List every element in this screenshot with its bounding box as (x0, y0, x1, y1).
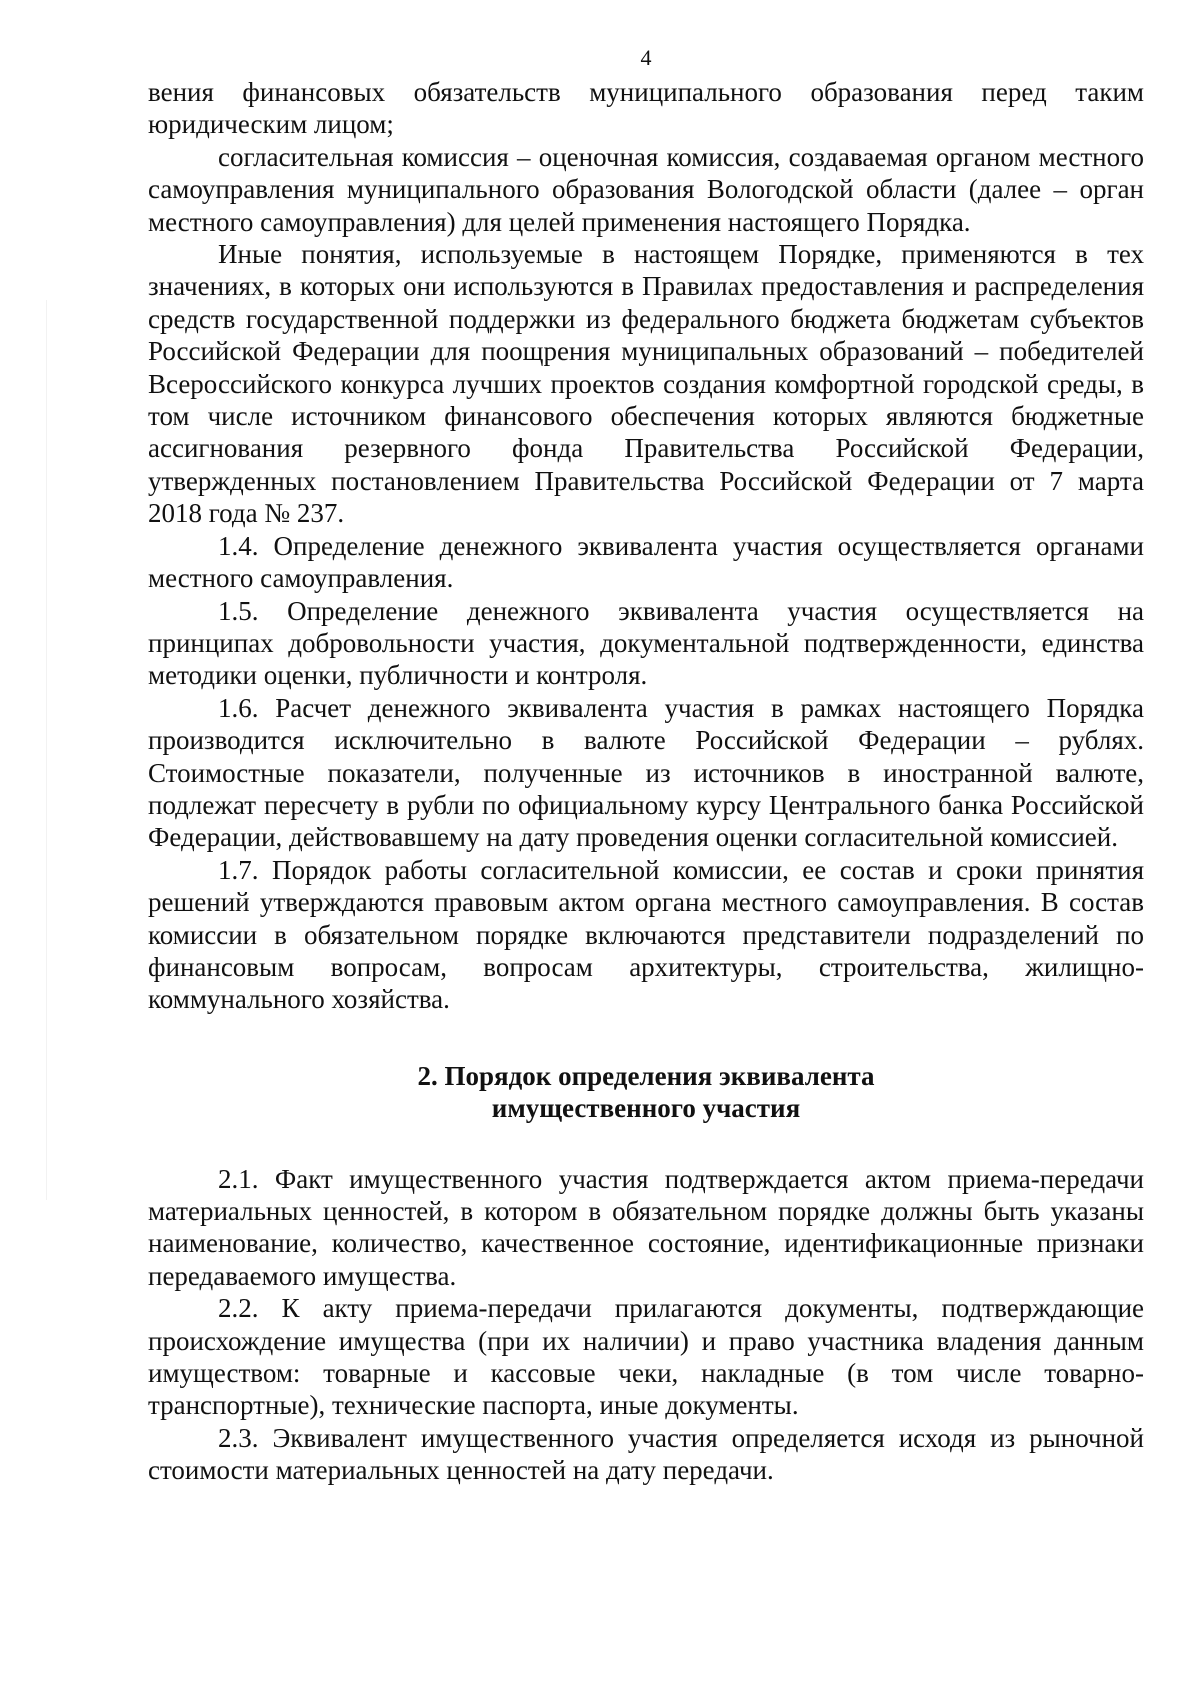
paragraph-1-6: 1.6. Расчет денежного эквивалента участия в рамках настоящего Порядка производится исключительно в валюте Российской Федерации – рублях. Стоимостные показатели, полученные из источников в иностранной валюте, подлежат пересчету в рубли по официальному курсу Центрального банка Российской Федерации, действовавшему на дату проведения оценки согласительной комиссией. (148, 692, 1144, 853)
paragraph-other-terms: Иные понятия, используемые в настоящем Порядке, применяются в тех значениях, в которых они используются в Правилах предоставления и распределения средств государственной поддержки из федерального бюджета бюджетам субъектов Российской Федерации для поощрения муниципальных образований – победителей Всероссийского конкурса лучших проектов создания комфортной городской среды, в том числе источником финансового обеспечения которых являются бюджетные ассигнования резервного фонда Правительства Российской Федерации, утвержденных постановлением Правительства Российской Федерации от 7 марта 2018 года № 237. (148, 239, 1144, 529)
paragraph-2-1: 2.1. Факт имущественного участия подтверждается актом приема-передачи материальных ценностей, в котором в обязательном порядке должны быть указаны наименование, количество, качественное состояние, идентификационные признаки передаваемого имущества. (148, 1163, 1144, 1291)
paragraph-commission-definition: согласительная комиссия – оценочная комиссия, создаваемая органом местного самоуправления муниципального образования Вологодской области (далее – орган местного самоуправления) для целей применения настоящего Порядка. (148, 141, 1144, 237)
section-2-title (148, 1060, 1144, 1125)
paragraph-2-2: 2.2. К акту приема-передачи прилагаются документы, подтверждающие происхождение имущества (при их наличии) и право участника владения данным имуществом: товарные и кассовые чеки, накладные (в том числе товарно-транспортные), технические паспорта, иные документы. (148, 1293, 1144, 1421)
document-page (148, 40, 1144, 1680)
paragraph-1-4: 1.4. Определение денежного эквивалента участия осуществляется органами местного самоуправления. (148, 530, 1144, 594)
section-2-title-line-2: имущественного участия (491, 1093, 801, 1124)
paragraph-1-7: 1.7. Порядок работы согласительной комиссии, ее состав и сроки принятия решений утверждаются правовым актом органа местного самоуправления. В состав комиссии в обязательном порядке включаются представители подразделений по финансовым вопросам, вопросам архитектуры, строительства, жилищно-коммунального хозяйства. (148, 854, 1144, 1015)
document-body (148, 76, 1144, 1487)
paragraph-2-3: 2.3. Эквивалент имущественного участия определяется исходя из рыночной стоимости материальных ценностей на дату передачи. (148, 1422, 1144, 1486)
section-2-title-line-1: 2. Порядок определения эквивалента (417, 1060, 875, 1091)
scan-margin-line (46, 300, 47, 1200)
paragraph-continuation: вения финансовых обязательств муниципального образования перед таким юридическим лицом; (148, 77, 1144, 140)
page-number: 4 (640, 45, 652, 70)
paragraph-1-5: 1.5. Определение денежного эквивалента участия осуществляется на принципах добровольности участия, документальной подтвержденности, единства методики оценки, публичности и контроля. (148, 595, 1144, 691)
